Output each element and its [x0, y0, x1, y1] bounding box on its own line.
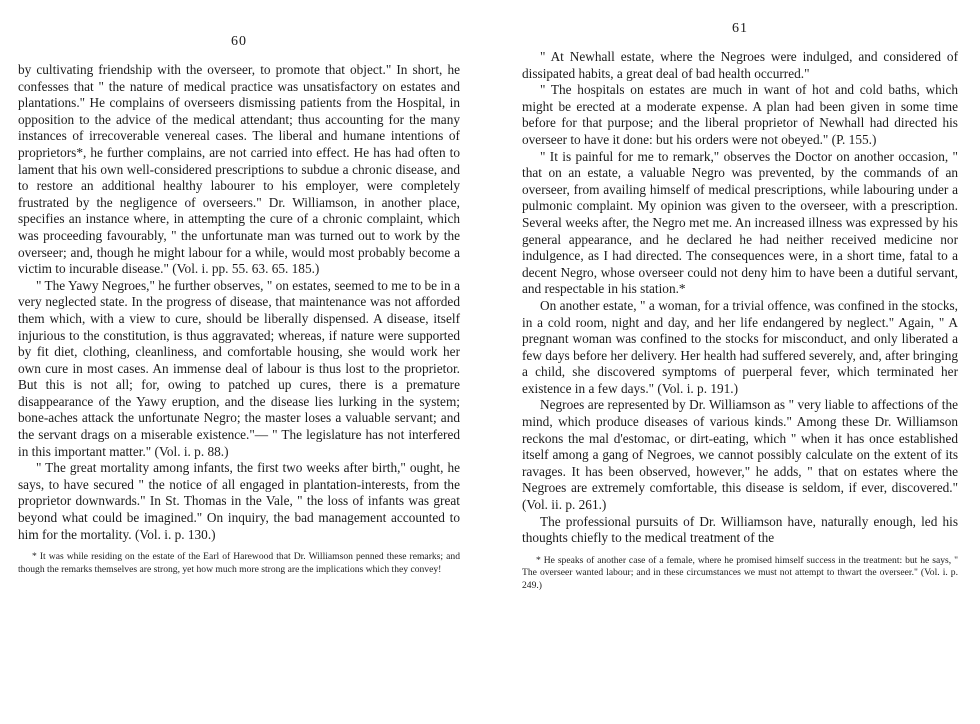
paragraph: On another estate, " a woman, for a trivial offence, was confined in the stocks, in a cold room, night and day, and her life endangered by neglect." Again, " A pregnant woman was confined to the stocks for misconduct, and only liberated a few days before her delivery. Her health had suffered severely, and, after bringing a child, she discovered symptoms of puerperal fever, which terminated her existence in a few days." (Vol. i. p. 191.)	[522, 297, 958, 396]
paragraph: by cultivating friendship with the overseer, to promote that object." In short, he confesses that " the nature of medical practice was unsatisfactory on estates and plantations." He complains of overseers dismissing patients from the Hospital, in opposition to the advice of the medical attendant; thus accounting for the many instances of irrecoverable venereal cases. The liberal and humane intentions of proprietors*, he further complains, are not carried into effect. He has had often to lament that his own well-considered prescriptions to subdue a chronic disease, and to restore an additional healthy labourer to his employer, were completely frustrated by the negligence of overseers." Dr. Williamson, in another place, specifies an instance where, in attempting the cure of a chronic complaint, which was proceeding favourably, " the unfortunate man was turned out to work by the overseer; and, though he might labour for a while, would most probably become a victim to incurable disease." (Vol. i. pp. 55. 63. 65. 185.)	[18, 62, 460, 277]
paragraph: Negroes are represented by Dr. Williamson as " very liable to affections of the mind, which produce diseases of various kinds." Among these Dr. Williamson reckons the mal d'estomac, or dirt-eating, which " when it has once established itself among a gang of Negroes, we cannot possibly calculate on the extent of its ravages. It has been observed, however," he adds, " that on estates where the Negroes are extremely comfortable, this disease is seldom, if ever, discovered." (Vol. ii. p. 261.)	[522, 397, 958, 513]
body-text	[18, 62, 460, 543]
paragraph: " The hospitals on estates are much in want of hot and cold baths, which might be erected at a moderate expense. A plan had been given in some time before for that purpose; and the liberal proprietor of Newhall had directed his overseer to have it done: but his orders were not obeyed." (P. 155.)	[522, 82, 958, 147]
footnote-text: * It was while residing on the estate of the Earl of Harewood that Dr. Williamson penned these remarks; and though the remarks themselves are strong, yet how much more strong are the implications which they convey!	[18, 551, 460, 575]
left-page	[18, 0, 460, 576]
paragraph: " It is painful for me to remark," observes the Doctor on another occasion, " that on an estate, a valuable Negro was prevented, by the commands of an overseer, from availing himself of medical prescriptions, while labouring under a pulmonic complaint. My opinion was given to the overseer, with a prescription. Several weeks after, the Negro met me. An increased illness was expressed by his general appearance, and he declared he had neither received medicine nor indulgence, as I had directed. The consequences were, in a short time, fatal to a decent Negro, whose overseer could not deny him to have been a dutiful servant, and respectable in his station.*	[522, 148, 958, 297]
page-number: 61	[732, 21, 748, 36]
footnote-text: * He speaks of another case of a female, where he promised himself success in the treatment: but he says, " The overseer wanted labour; and in these circumstances we must not attempt to thwart the overseer." (Vol. i. p. 249.)	[522, 554, 958, 591]
footnote	[18, 551, 460, 576]
right-page	[522, 0, 958, 592]
paragraph: " The Yawy Negroes," he further observes, " on estates, seemed to me to be in a very neglected state. In the progress of disease, that maintenance was not afforded them which, with a view to cure, should be liberally dispensed. A disease, itself injurious to the constitution, is thus aggravated; whereas, if nature were supported by fit diet, clothing, cleanliness, and comfortable housing, she would work her own cure in most cases. An immense deal of labour is thus lost to the proprietor. But this is not all; for, owing to patched up cures, there is a premature disappearance of the Yawy eruption, and the disease lies lurking in the system; bone-aches attack the unfortunate Negro; the master loses a valuable servant; and the servant drags on a miserable existence."— " The legislature has not interfered in this important matter." (Vol. i. p. 88.)	[18, 277, 460, 459]
page-number: 60	[231, 34, 247, 49]
paragraph: The professional pursuits of Dr. Williamson have, naturally enough, led his thoughts chiefly to the medical treatment of the	[522, 513, 958, 546]
paragraph: " The great mortality among infants, the first two weeks after birth," ought, he says, to have secured " the notice of all engaged in plantation-interests, from the proprietor downwards." In St. Thomas in the Vale, " the loss of infants was great beyond what could be imagined." On inquiry, the bad management accounted to him for the mortality. (Vol. i. p. 130.)	[18, 460, 460, 542]
body-text	[522, 49, 958, 547]
paragraph: " At Newhall estate, where the Negroes were indulged, and considered of dissipated habits, a great deal of bad health occurred."	[522, 49, 958, 81]
footnote	[522, 555, 958, 592]
